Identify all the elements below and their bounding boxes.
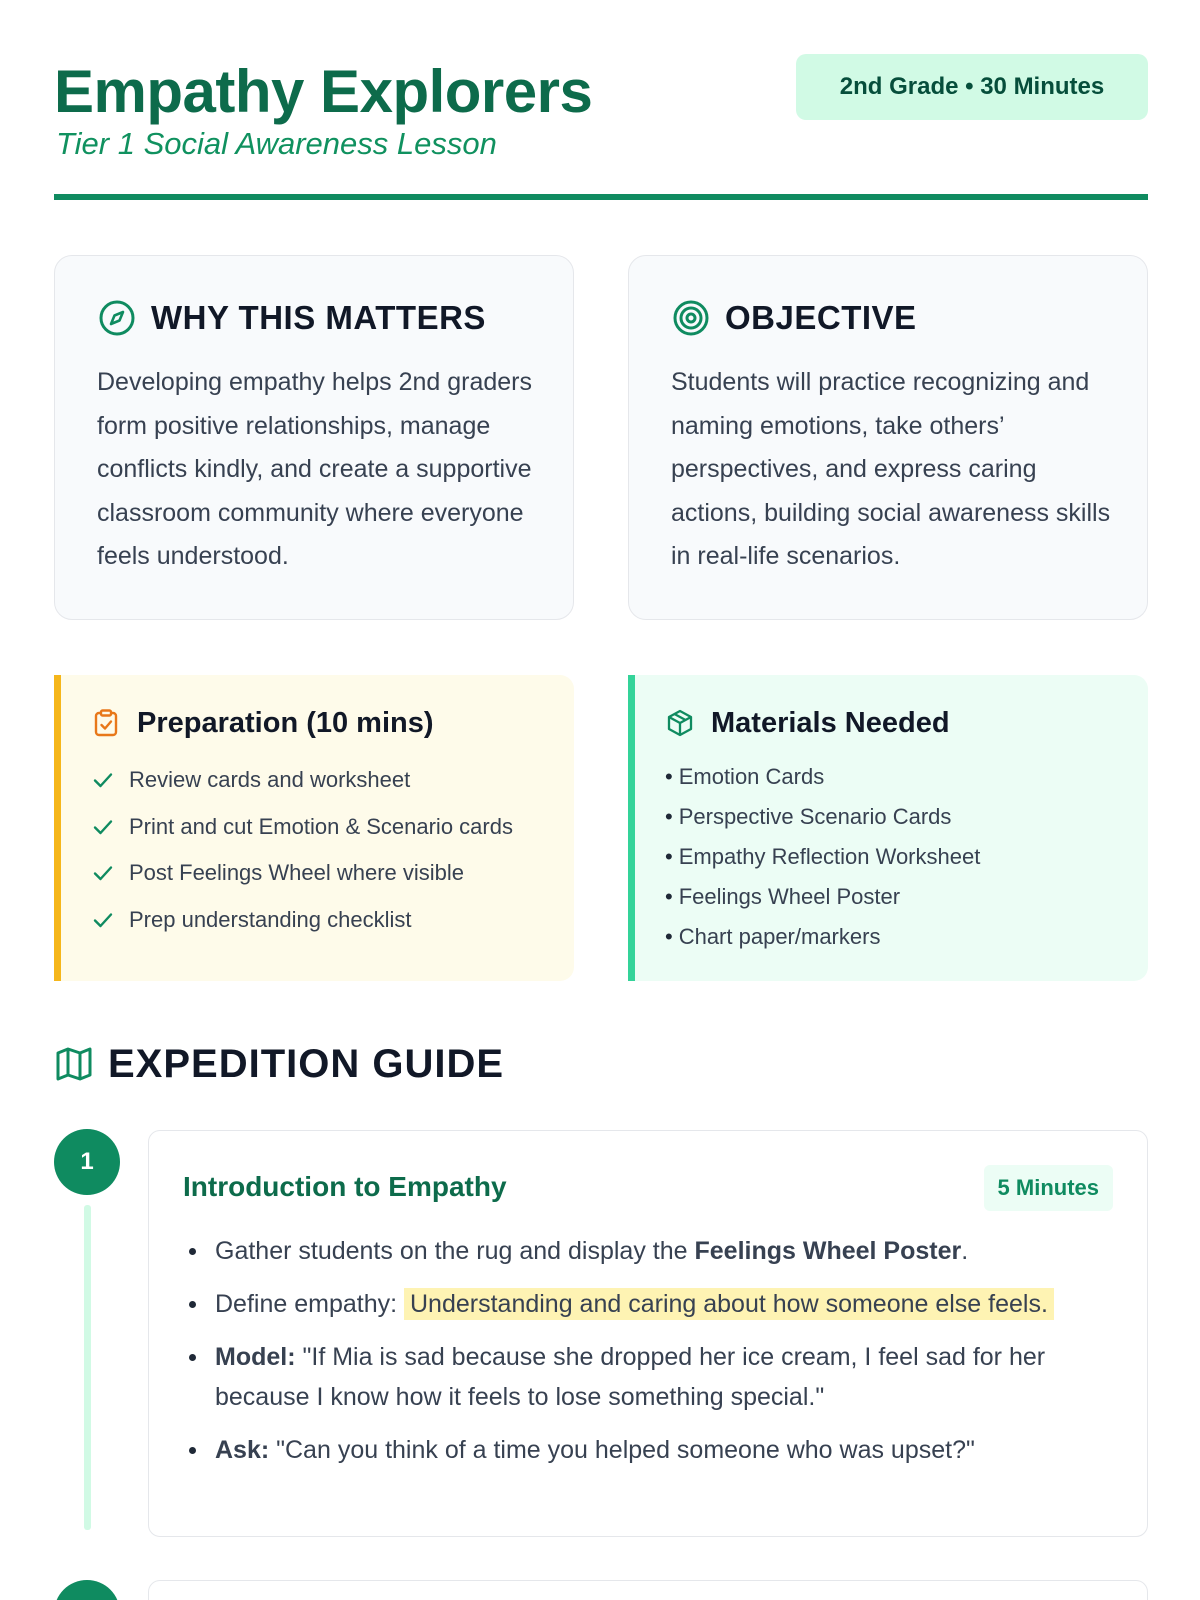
step-instruction — [183, 1231, 1093, 1271]
preparation-item-label: Prep understanding checklist — [129, 906, 412, 932]
step-duration-badge: 5 Minutes — [984, 1165, 1113, 1211]
header-divider — [54, 194, 1148, 200]
next-step-card — [148, 1580, 1148, 1600]
why-card-header — [97, 296, 486, 340]
check-icon — [91, 908, 115, 932]
box-icon — [665, 708, 695, 738]
preparation-item — [91, 850, 513, 897]
materials-item-label: Feelings Wheel Poster — [678, 884, 901, 909]
instruction-bold: Model: — [215, 1343, 296, 1371]
bullet-dot: • — [665, 924, 673, 949]
materials-item-label: Empathy Reflection Worksheet — [678, 844, 981, 869]
step-card — [148, 1130, 1148, 1537]
why-card — [54, 255, 574, 620]
page-title: Empathy Explorers — [54, 58, 593, 125]
preparation-item — [91, 897, 513, 944]
step-instruction — [183, 1284, 1093, 1324]
compass-icon — [97, 298, 137, 338]
materials-item — [665, 757, 980, 797]
objective-card-title: OBJECTIVE — [725, 299, 917, 336]
materials-title: Materials Needed — [711, 706, 950, 739]
page-subtitle: Tier 1 Social Awareness Lesson — [56, 126, 497, 161]
check-icon — [91, 768, 115, 792]
materials-item-label: Emotion Cards — [678, 764, 825, 789]
instruction-text: . — [961, 1237, 969, 1265]
instruction-bold: Ask: — [215, 1436, 270, 1464]
bullet-dot: • — [665, 804, 673, 829]
step-number-badge: 1 — [54, 1129, 120, 1195]
check-icon — [91, 861, 115, 885]
expedition-guide-header — [54, 1037, 504, 1091]
bullet-dot: • — [665, 764, 673, 789]
preparation-item — [91, 804, 513, 851]
map-icon — [54, 1044, 94, 1084]
materials-item-label: Chart paper/markers — [678, 924, 881, 949]
step-title: Introduction to Empathy — [183, 1171, 507, 1202]
materials-item — [665, 917, 980, 957]
empathy-definition-highlight: Understanding and caring about how someone else feels. — [404, 1288, 1054, 1320]
bullet-dot: • — [665, 884, 673, 909]
preparation-item-label: Print and cut Emotion & Scenario cards — [129, 813, 513, 839]
materials-item — [665, 797, 980, 837]
objective-card-body: Students will practice recognizing and naming emotions, take others’ perspectives, and express caring actions, building social awareness skills in real-life scenarios. — [671, 368, 1111, 570]
instruction-text: Define empathy: — [215, 1290, 404, 1318]
objective-card-header — [671, 296, 917, 340]
lesson-header — [54, 52, 1148, 202]
expedition-guide-title: EXPEDITION GUIDE — [108, 1041, 505, 1086]
preparation-item — [91, 757, 513, 804]
materials-item — [665, 877, 980, 917]
materials-header — [665, 703, 950, 743]
objective-card — [628, 255, 1148, 620]
instruction-text: Gather students on the rug and display the — [215, 1237, 695, 1265]
materials-list — [665, 757, 980, 957]
step-instruction — [183, 1337, 1093, 1417]
timeline-connector — [84, 1205, 91, 1530]
preparation-header — [91, 703, 434, 743]
instruction-text: "Can you think of a time you helped someone who was upset?" — [269, 1436, 975, 1464]
step-instructions — [183, 1231, 1093, 1483]
materials-panel — [628, 675, 1148, 981]
materials-item — [665, 837, 980, 877]
check-icon — [91, 815, 115, 839]
preparation-item-label: Post Feelings Wheel where visible — [129, 860, 465, 886]
why-card-body: Developing empathy helps 2nd graders form positive relationships, manage conflicts kindly, and create a supportive classroom community where everyone feels understood. — [97, 368, 532, 570]
materials-item-label: Perspective Scenario Cards — [678, 804, 952, 829]
grade-duration-badge: 2nd Grade • 30 Minutes — [796, 54, 1148, 120]
step-instruction — [183, 1430, 1093, 1470]
instruction-text: "If Mia is sad because she dropped her ice cream, I feel sad for her because I know how it feels to lose something special." — [215, 1343, 1046, 1411]
preparation-title: Preparation (10 mins) — [137, 706, 434, 739]
bullet-dot: • — [665, 844, 673, 869]
why-card-title: WHY THIS MATTERS — [151, 299, 486, 336]
preparation-item-label: Review cards and worksheet — [129, 767, 411, 793]
next-step-number-badge — [54, 1580, 120, 1600]
target-icon — [671, 298, 711, 338]
preparation-panel — [54, 675, 574, 981]
clipboard-check-icon — [91, 708, 121, 738]
instruction-bold: Feelings Wheel Poster — [694, 1237, 962, 1265]
preparation-list — [91, 757, 513, 943]
